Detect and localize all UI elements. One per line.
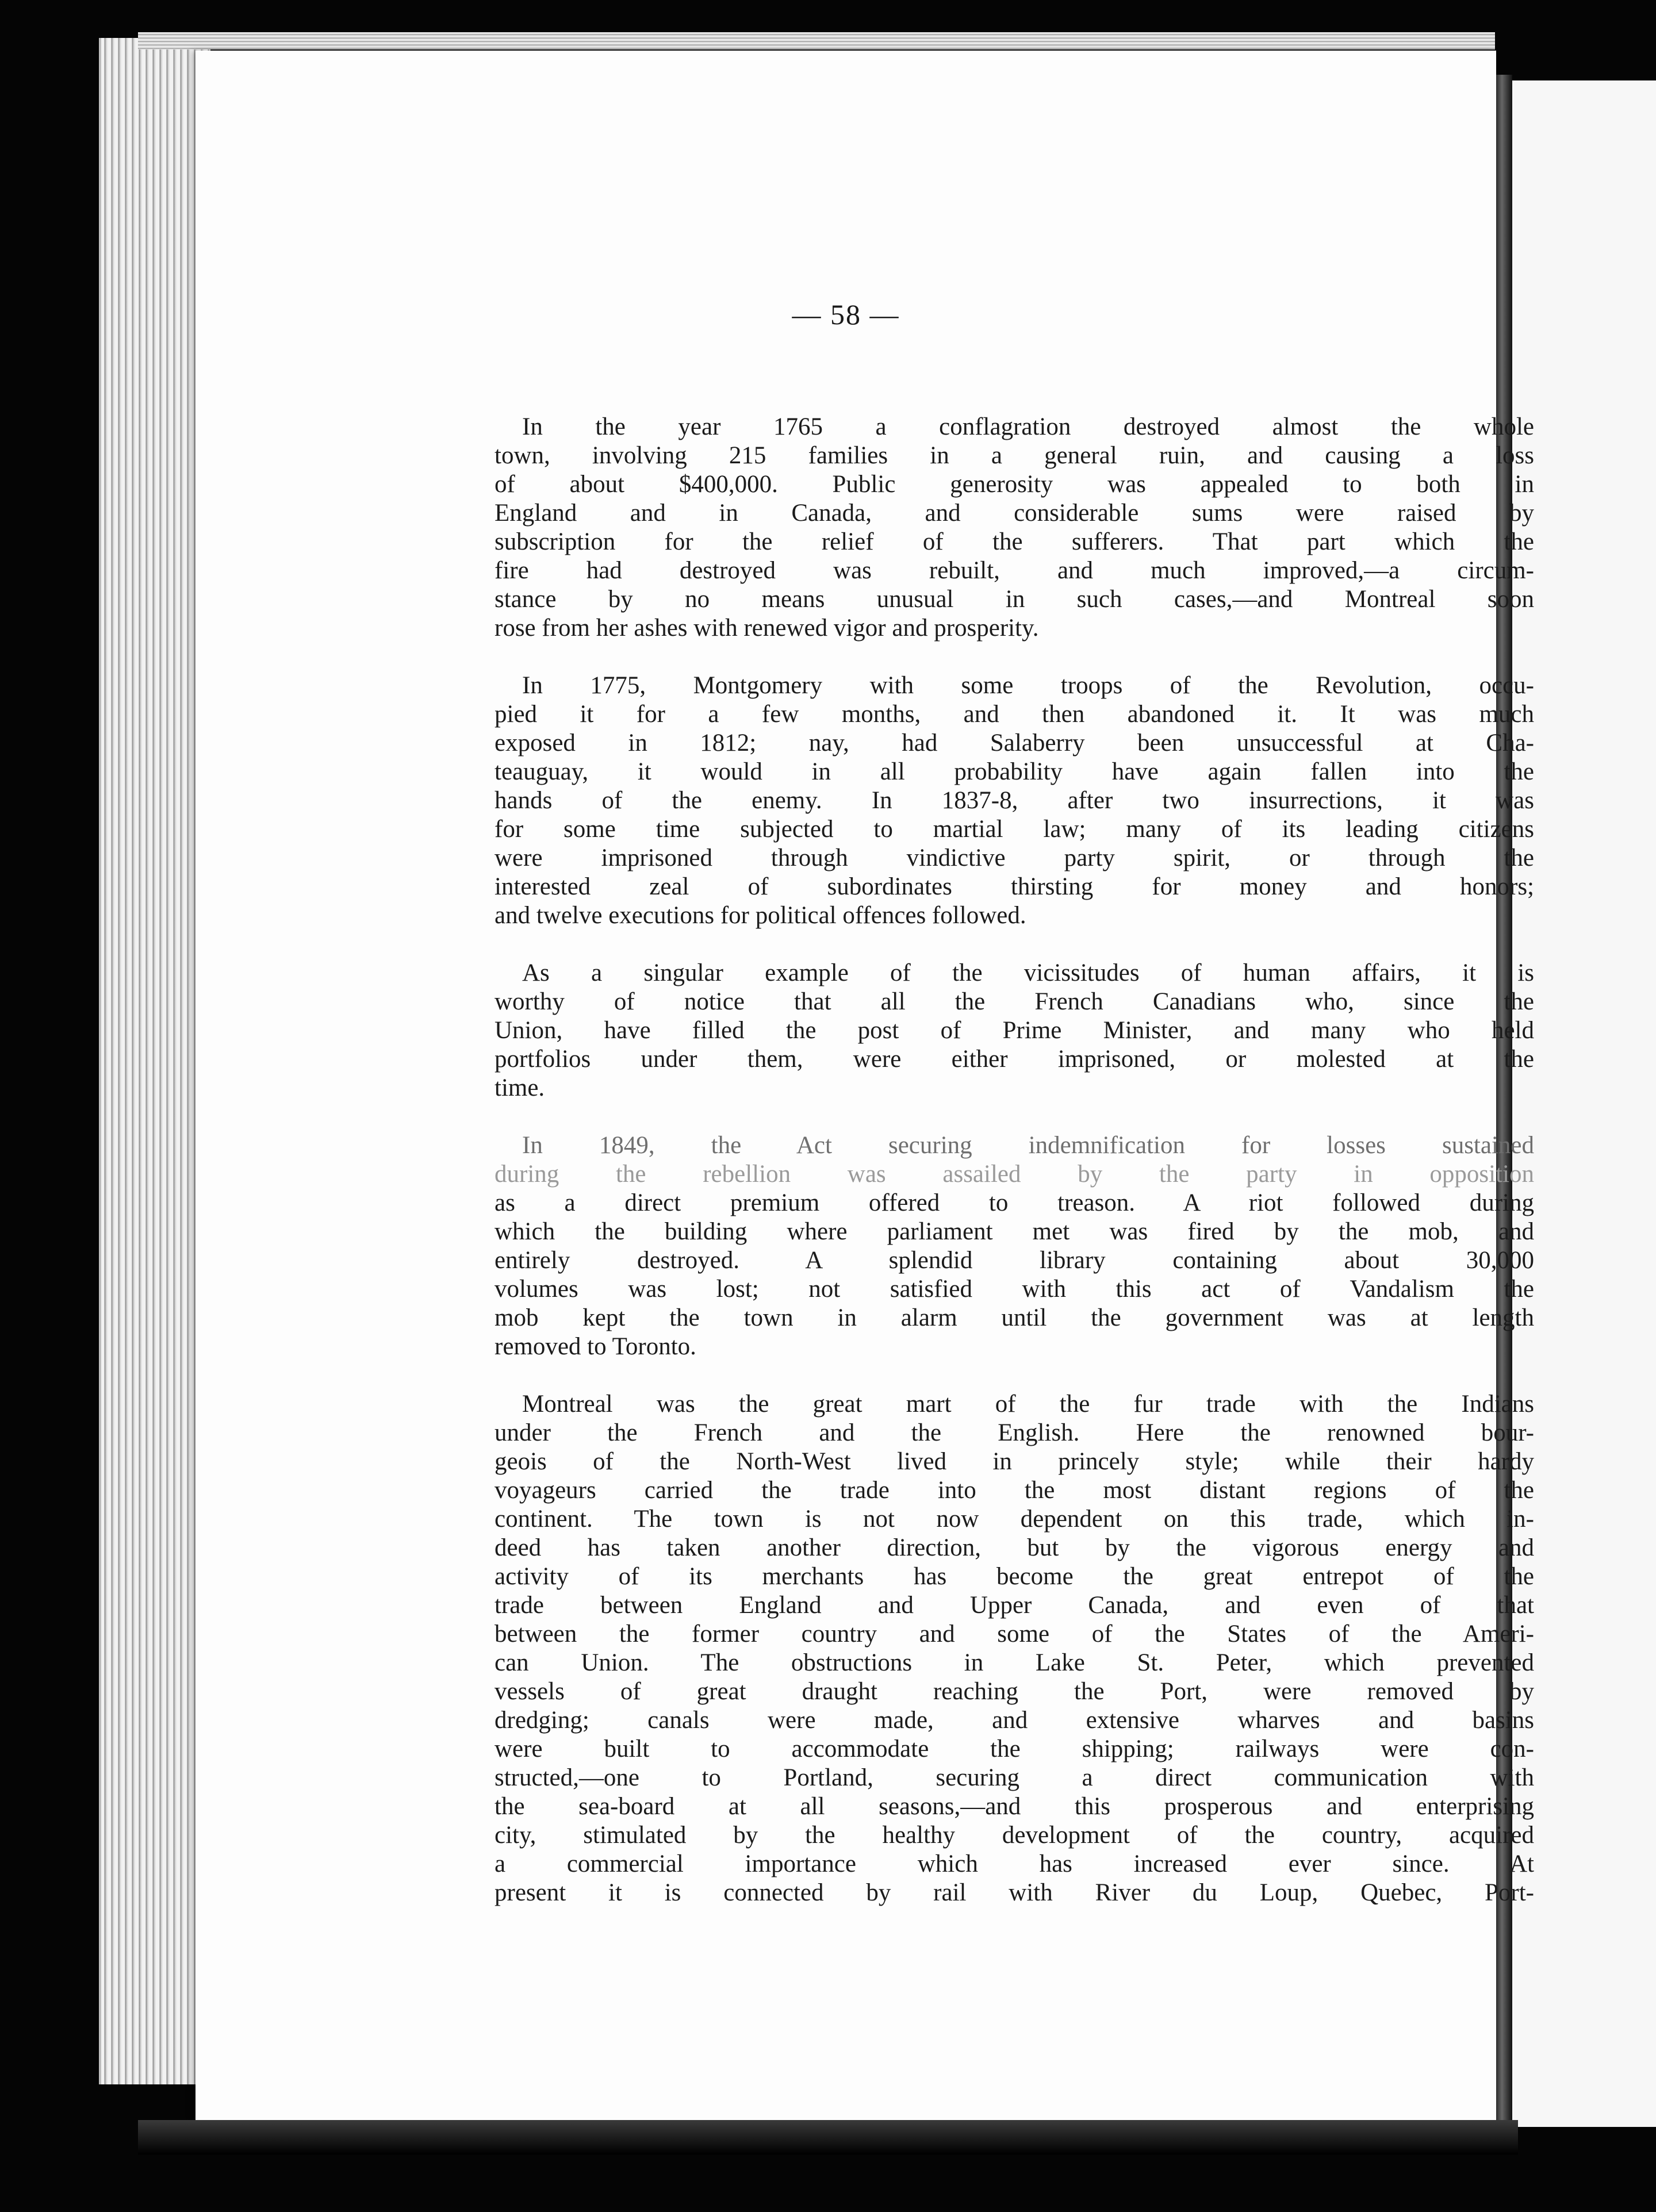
- text-line: for some time subjected to martial law; many of its leading citizens: [494, 816, 1534, 843]
- text-line: can Union. The obstructions in Lake St. Peter, which prevented: [494, 1649, 1534, 1676]
- text-line: dredging; canals were made, and extensive wharves and basins: [494, 1707, 1534, 1734]
- text-line: time.: [494, 1074, 545, 1101]
- text-line: the sea-board at all seasons,—and this prosperous and enterprising: [494, 1793, 1534, 1820]
- text-line: stance by no means unusual in such cases,—and Montreal soon: [494, 586, 1534, 613]
- text-line: volumes was lost; not satisfied with this act of Vandalism the: [494, 1276, 1534, 1303]
- text-line: portfolios under them, were either imprisoned, or molested at the: [494, 1046, 1534, 1073]
- text-line: present it is connected by rail with River du Loup, Quebec, Port-: [494, 1879, 1534, 1906]
- text-line: trade between England and Upper Canada, and even of that: [494, 1592, 1534, 1619]
- text-line: as a direct premium offered to treason. A riot followed during: [494, 1189, 1534, 1216]
- text-line: subscription for the relief of the sufferers. That part which the: [494, 528, 1534, 555]
- text-line: city, stimulated by the healthy development of the country, acquired: [494, 1822, 1534, 1849]
- text-line: interested zeal of subordinates thirsting for money and honors;: [494, 873, 1534, 900]
- paragraph-1849-riot: [494, 1131, 1534, 1361]
- text-line: were imprisoned through vindictive party spirit, or through the: [494, 844, 1534, 871]
- text-line: during the rebellion was assailed by the party in opposition: [494, 1161, 1534, 1188]
- text-line: exposed in 1812; nay, had Salaberry been unsuccessful at Cha-: [494, 729, 1534, 756]
- text-line: town, involving 215 families in a general ruin, and causing a loss: [494, 442, 1534, 469]
- text-line: which the building where parliament met was fired by the mob, and: [494, 1218, 1534, 1245]
- text-line: mob kept the town in alarm until the government was at length: [494, 1304, 1534, 1331]
- text-line: As a singular example of the vicissitudes of human affairs, it is: [522, 959, 1534, 986]
- text-line: structed,—one to Portland, securing a direct communication with: [494, 1764, 1534, 1791]
- text-line: voyageurs carried the trade into the most distant regions of the: [494, 1477, 1534, 1504]
- text-line: continent. The town is not now dependent on this trade, which in-: [494, 1506, 1534, 1533]
- text-line: England and in Canada, and considerable sums were raised by: [494, 500, 1534, 527]
- text-line: In 1775, Montgomery with some troops of the Revolution, occu-: [522, 672, 1534, 699]
- page-number: — 58 —: [792, 298, 900, 331]
- text-line: and twelve executions for political offences followed.: [494, 902, 1026, 929]
- text-line: deed has taken another direction, but by the vigorous energy and: [494, 1534, 1534, 1561]
- paragraph-fire-1765: [494, 413, 1534, 643]
- text-line: hands of the enemy. In 1837-8, after two insurrections, it was: [494, 787, 1534, 814]
- text-line: Union, have filled the post of Prime Minister, and many who held: [494, 1017, 1534, 1044]
- text-line: removed to Toronto.: [494, 1333, 696, 1360]
- text-line: entirely destroyed. A splendid library containing about 30,000: [494, 1247, 1534, 1274]
- paragraph-1775-montgomery: [494, 671, 1534, 930]
- text-line: In 1849, the Act securing indemnification for losses sustained: [522, 1132, 1534, 1159]
- paragraph-vicissitudes: [494, 959, 1534, 1103]
- text-line: rose from her ashes with renewed vigor and prosperity.: [494, 615, 1039, 642]
- text-line: In the year 1765 a conflagration destroyed almost the whole: [522, 413, 1534, 440]
- text-line: fire had destroyed was rebuilt, and much improved,—a circum-: [494, 557, 1534, 584]
- text-line: pied it for a few months, and then abandoned it. It was much: [494, 701, 1534, 728]
- text-line: worthy of notice that all the French Canadians who, since the: [494, 988, 1534, 1015]
- text-line: of about $400,000. Public generosity was appealed to both in: [494, 471, 1534, 498]
- text-line: between the former country and some of the States of the Ameri-: [494, 1620, 1534, 1648]
- text-line: were built to accommodate the shipping; railways were con-: [494, 1735, 1534, 1762]
- paragraph-fur-trade: [494, 1390, 1534, 1907]
- book-top-edge: [138, 32, 1495, 49]
- text-line: under the French and the English. Here the renowned bour-: [494, 1419, 1534, 1446]
- text-line: geois of the North-West lived in princely style; while their hardy: [494, 1448, 1534, 1475]
- bottom-page-shadow: [138, 2120, 1518, 2155]
- text-line: teauguay, it would in all probability have again fallen into the: [494, 758, 1534, 785]
- text-line: a commercial importance which has increased ever since. At: [494, 1850, 1534, 1877]
- text-line: activity of its merchants has become the great entrepot of the: [494, 1563, 1534, 1590]
- text-line: Montreal was the great mart of the fur trade with the Indians: [522, 1391, 1534, 1418]
- text-line: vessels of great draught reaching the Port, were removed by: [494, 1678, 1534, 1705]
- body-text: [494, 413, 1534, 1936]
- page-sheet: [195, 51, 1534, 2120]
- book-page-edges: [99, 38, 210, 2084]
